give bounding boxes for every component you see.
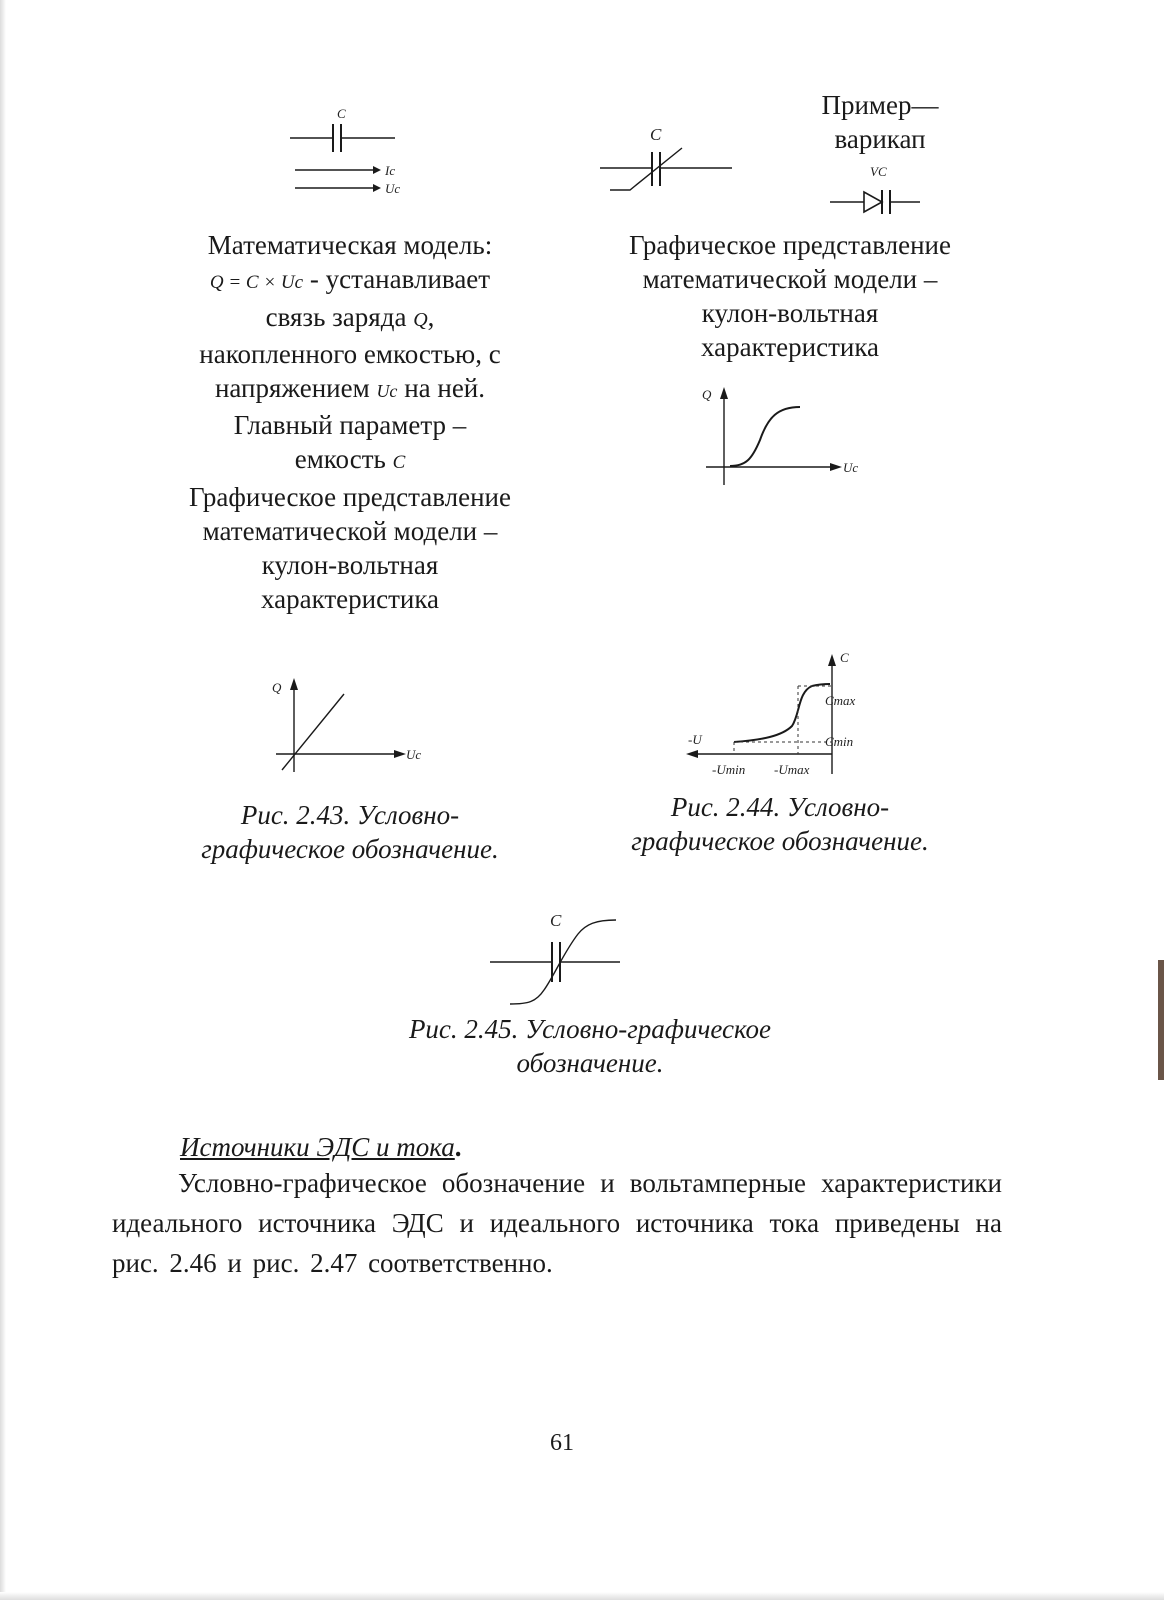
right-graph-repr-line: Графическое представление bbox=[628, 230, 951, 260]
right-characteristic-line: характеристика bbox=[700, 332, 880, 362]
capacitor-label-c: C bbox=[337, 106, 346, 121]
section-heading: Источники ЭДС и тока. bbox=[180, 1132, 462, 1162]
nonlinear-capacitor-symbol bbox=[484, 906, 644, 1014]
cv-graph-cmin-label: Cmin bbox=[825, 734, 854, 749]
formula: Q = C × Uc bbox=[209, 272, 304, 293]
right-math-model-line: математической модели – bbox=[642, 264, 938, 294]
capacitance-voltage-graph bbox=[682, 648, 882, 778]
graph-repr-line: Графическое представление bbox=[188, 482, 511, 512]
variable-capacitor-symbol bbox=[600, 118, 740, 198]
capacitor-symbol-figure bbox=[285, 98, 425, 208]
page-left-edge-shadow bbox=[0, 0, 6, 1600]
cv-graph-umax-label: -Umax bbox=[774, 762, 810, 777]
voltage-label-uc: Uc bbox=[385, 181, 401, 196]
linear-graph-y-label: Q bbox=[272, 680, 282, 695]
page-bottom-edge-shadow bbox=[0, 1592, 1164, 1600]
linear-graph-x-label: Uc bbox=[406, 747, 422, 762]
page-right-edge-shadow bbox=[1158, 960, 1164, 1080]
nonlinear-graph-x-label: Uc bbox=[843, 460, 859, 475]
voltage-line: напряжением Uc на ней. bbox=[214, 373, 486, 403]
page-number: 61 bbox=[550, 1430, 574, 1456]
cv-graph-umin-label: -Umin bbox=[712, 762, 746, 777]
varicap-label-vc: VC bbox=[870, 164, 887, 179]
cv-graph-cmax-label: Cmax bbox=[825, 693, 856, 708]
section-heading-text: Источники ЭДС и тока bbox=[180, 1132, 455, 1162]
characteristic-line: характеристика bbox=[260, 584, 440, 614]
cv-graph-x-label: -U bbox=[688, 732, 702, 747]
varicap-line1: Пример— bbox=[821, 90, 939, 120]
figure-2-45-caption: Рис. 2.45. Условно-графическое обозначение. bbox=[408, 1014, 772, 1078]
left-description-block bbox=[130, 228, 570, 616]
accumulated-line: накопленного емкостью, с bbox=[199, 339, 501, 369]
charge-line: связь заряда Q, bbox=[265, 302, 435, 332]
capacitance-line: емкость C bbox=[294, 444, 406, 474]
main-parameter-line: Главный параметр – bbox=[233, 410, 467, 440]
right-coulomb-volt-line: кулон-вольтная bbox=[701, 298, 879, 328]
figure-2-44-caption: Рис. 2.44. Условно- графическое обозначение. bbox=[631, 792, 929, 856]
math-model-line: математической модели – bbox=[202, 516, 498, 546]
nonlinear-graph-y-label: Q bbox=[702, 387, 712, 402]
formula-line: Q = C × Uc - устанавливает bbox=[209, 264, 491, 294]
right-description-block bbox=[570, 228, 1010, 364]
figure-2-43-caption: Рис. 2.43. Условно- графическое обозначение. bbox=[201, 800, 499, 864]
linear-qv-graph bbox=[268, 676, 438, 776]
math-model-title: Математическая модель: bbox=[207, 230, 493, 260]
variable-capacitor-label-c: C bbox=[650, 125, 662, 144]
fig245-label-c: C bbox=[550, 911, 562, 930]
nonlinear-qv-graph bbox=[700, 385, 880, 495]
body-paragraph: Условно-графическое обозначение и вольтамперные характеристики идеального источника ЭДС и идеального источника тока приведены на рис. 2.46 и рис. 2.47 соответственно. bbox=[112, 1168, 1002, 1278]
varicap-line2: варикап bbox=[834, 124, 926, 154]
coulomb-volt-line: кулон-вольтная bbox=[261, 550, 439, 580]
current-label-ic: Ic bbox=[385, 163, 396, 178]
cv-graph-y-label: C bbox=[840, 650, 849, 665]
varicap-diode-symbol bbox=[830, 160, 930, 220]
varicap-example-title bbox=[790, 88, 970, 156]
